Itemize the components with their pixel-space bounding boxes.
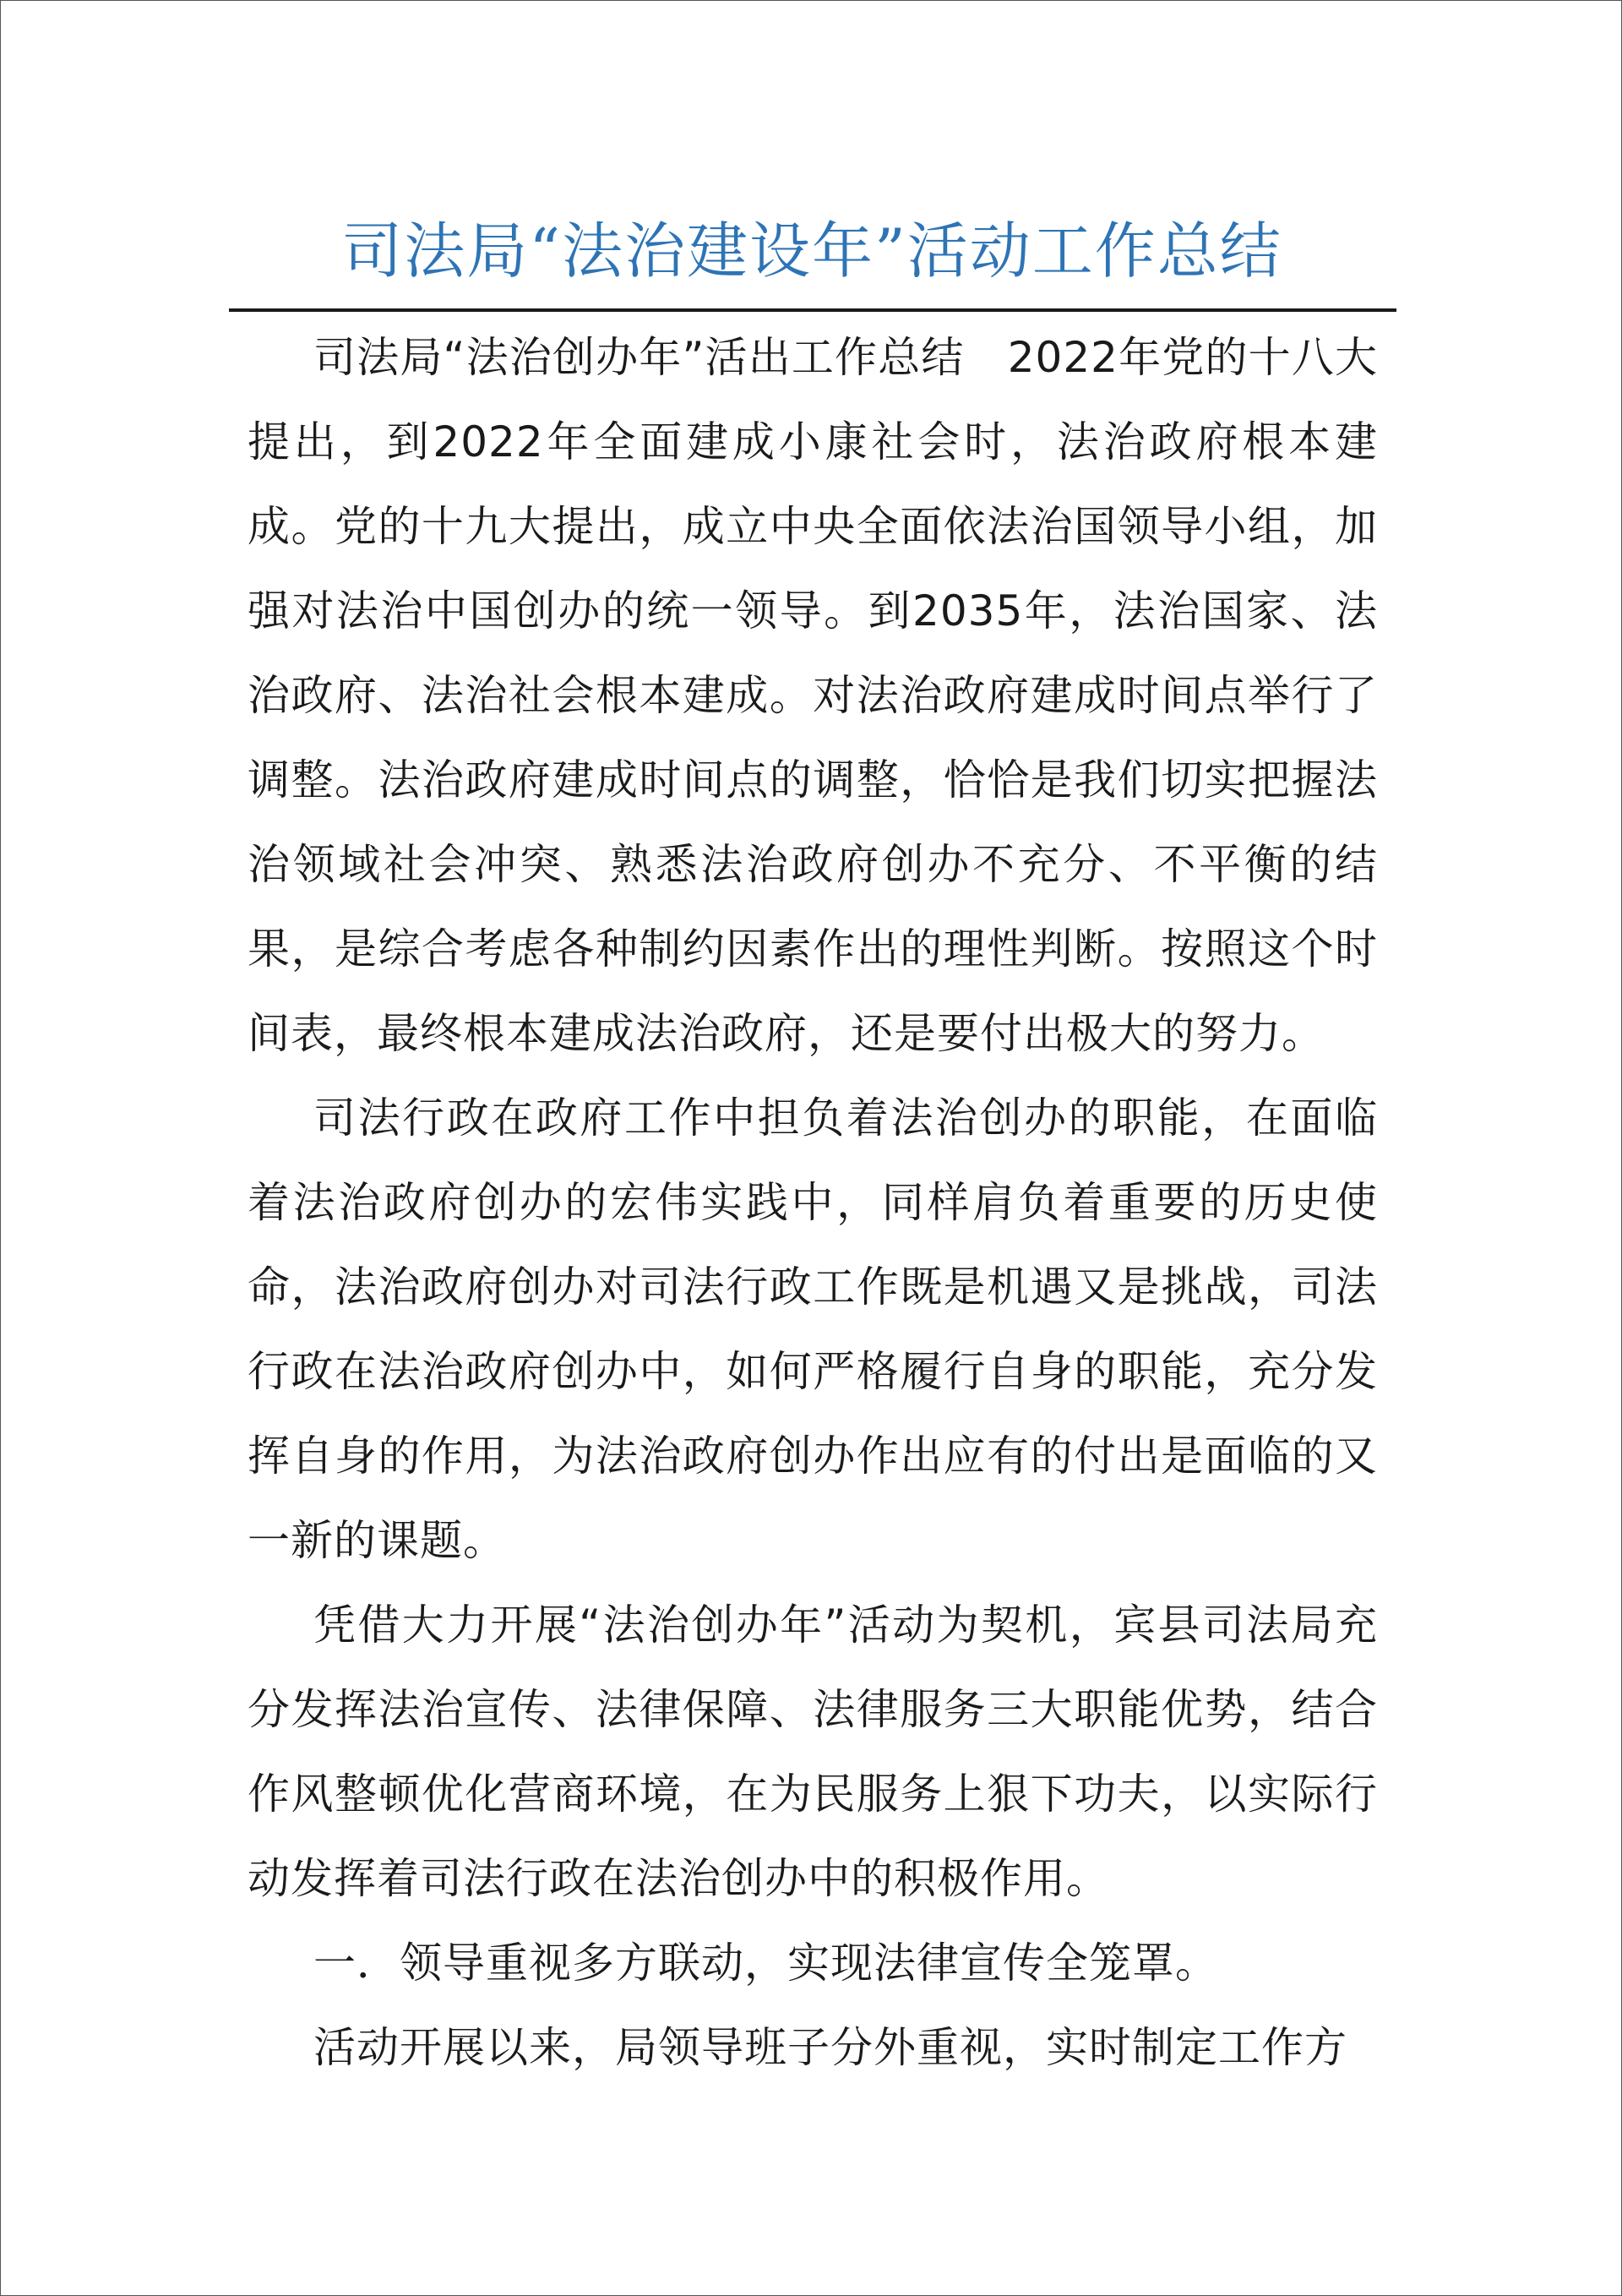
- document-body: [248, 315, 1378, 2090]
- paragraph: 凭借大力开展“法治创办年”活动为契机，宾县司法局充分发挥法治宣传、法律保障、法律服务三大职能优势，结合作风整顿优化营商环境，在为民服务上狠下功夫，以实际行动发挥着司法行政在法治创办中的积极作用。: [248, 1601, 1378, 1903]
- section-heading: 一．领导重视多方联动，实现法律宣传全笼罩。: [313, 1939, 1218, 1988]
- document-title: 司法局“法治建设年”活动工作总结: [341, 215, 1282, 286]
- title-divider: [229, 308, 1396, 312]
- paragraph: 活动开展以来，局领导班子分外重视，实时制定工作方: [313, 2023, 1347, 2072]
- paragraph: 司法局“法治创办年”活出工作总结 2022年党的十八大提出，到2022年全面建成小康社会时，法治政府根本建成。党的十九大提出，成立中央全面依法治国领导小组，加强对法治中国创办的统一领导。到2035年，法治国家、法治政府、法治社会根本建成。对法治政府建成时间点举行了调整。法治政府建成时间点的调整，恰恰是我们切实把握法治领域社会冲突、熟悉法治政府创办不充分、不平衡的结果，是综合考虑各种制约因素作出的理性判断。按照这个时间表，最终根本建成法治政府，还是要付出极大的努力。: [248, 333, 1378, 1058]
- paragraph: 司法行政在政府工作中担负着法治创办的职能，在面临着法治政府创办的宏伟实践中，同样肩负着重要的历史使命，法治政府创办对司法行政工作既是机遇又是挑战，司法行政在法治政府创办中，如何严格履行自身的职能，充分发挥自身的作用，为法治政府创办作出应有的付出是面临的又一新的课题。: [248, 1093, 1378, 1565]
